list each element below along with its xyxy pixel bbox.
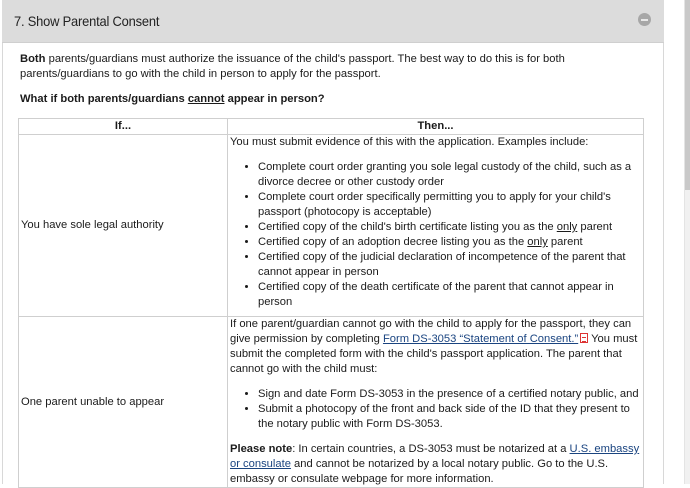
list-item-text: Certified copy of an adoption decree listing you as the xyxy=(258,236,528,248)
table-row xyxy=(19,135,644,317)
question-before: What if both parents/guardians xyxy=(20,93,188,105)
row-condition: One parent unable to appear xyxy=(19,317,228,488)
list-item: • Complete court order granting you sole legal custody of the child, such as a divorce decree or other custody order xyxy=(258,160,641,190)
pdf-file-icon[interactable] xyxy=(580,333,588,343)
question-after: appear in person? xyxy=(224,93,325,105)
section-title: 7. Show Parental Consent xyxy=(14,13,160,29)
scrollbar-thumb[interactable] xyxy=(685,0,690,190)
emphasis-only: only xyxy=(527,236,548,248)
intro-paragraph xyxy=(20,52,645,82)
emphasis-only: only xyxy=(556,221,578,233)
intro-text: parents/guardians must authorize the issuance of the child's passport. The best way to do this is for both parents/guardians to go with the child in person to apply for the passport. xyxy=(20,53,565,80)
section-content xyxy=(20,52,645,113)
table-header-row xyxy=(19,119,644,135)
list-item-text: parent xyxy=(547,236,583,248)
list-item: • Certified copy of the death certificate of the parent that cannot appear in person xyxy=(258,280,641,310)
requirements-list xyxy=(230,387,641,432)
paragraph-text: You must submit the completed form with the child's passport application. The parent that cannot go with the child must: xyxy=(230,333,638,375)
row-instructions xyxy=(228,135,644,317)
question-underlined: cannot xyxy=(187,93,225,105)
question-heading xyxy=(20,92,645,107)
please-note xyxy=(230,442,641,487)
list-item-text: Certified copy of the child's birth certificate listing you as the xyxy=(258,221,557,233)
list-item: • Certified copy of the judicial declaration of incompetence of the parent that cannot appear in person xyxy=(258,250,641,280)
note-text: and cannot be notarized by a local notary public. Go to the U.S. embassy or consulate webpage for more information. xyxy=(230,458,609,485)
list-item xyxy=(258,220,641,235)
note-text: : In certain countries, a DS-3053 must be notarized at a xyxy=(292,443,570,455)
evidence-list xyxy=(230,160,641,310)
row-instructions xyxy=(228,317,644,488)
minus-circle-icon[interactable] xyxy=(638,13,651,26)
column-header-then: Then... xyxy=(228,119,644,135)
row-condition: You have sole legal authority xyxy=(19,135,228,317)
consent-paragraph xyxy=(230,317,641,377)
accordion-header[interactable] xyxy=(2,0,664,43)
paragraph-text: If one parent/guardian cannot go with the child to apply for the passport, they can give permission by completing xyxy=(230,318,632,345)
panel-right-border xyxy=(663,43,664,484)
list-item xyxy=(258,235,641,250)
panel-left-border xyxy=(2,43,3,484)
intro-bold-lead: Both xyxy=(20,53,46,65)
note-label: Please note xyxy=(230,443,293,455)
embassy-consulate-link[interactable]: U.S. embassy or consulate xyxy=(230,443,640,470)
row-lead-text: You must submit evidence of this with the application. Examples include: xyxy=(230,136,589,148)
ds3053-form-link[interactable]: Form DS-3053 “Statement of Consent.” xyxy=(382,333,579,345)
list-item: • Submit a photocopy of the front and back side of the ID that they present to the notary public with Form DS-3053. xyxy=(258,402,641,432)
list-item: • Sign and date Form DS-3053 in the presence of a certified notary public, and xyxy=(258,387,641,402)
table-row xyxy=(19,317,644,488)
list-item: • Complete court order specifically permitting you to apply for your child's passport (photocopy is acceptable) xyxy=(258,190,641,220)
column-header-if: If... xyxy=(19,119,228,135)
consent-table xyxy=(18,118,644,488)
list-item-text: parent xyxy=(577,221,613,233)
